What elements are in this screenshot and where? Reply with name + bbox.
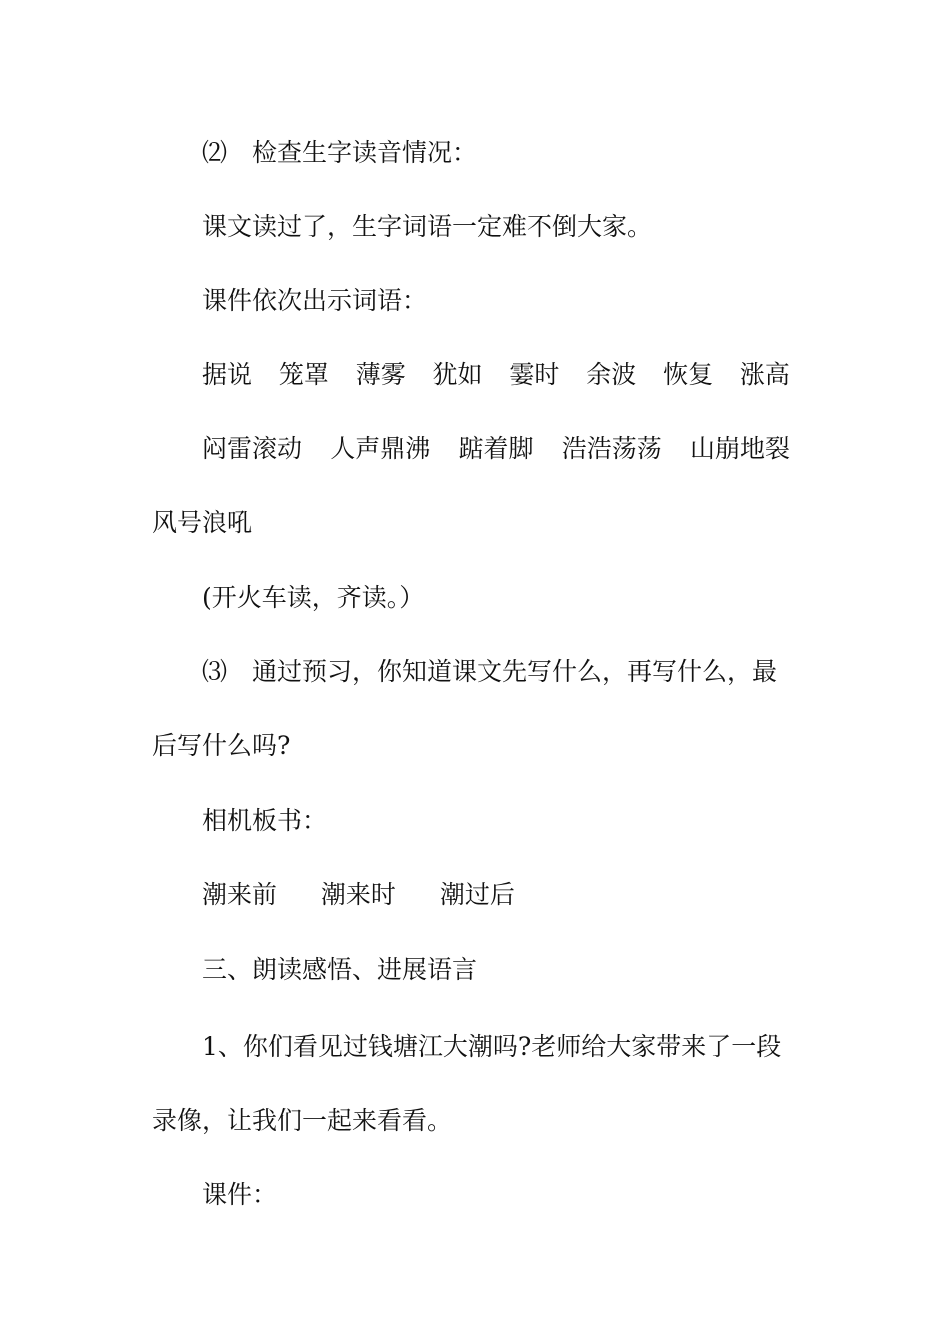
word-item: 人声鼎沸 [330,434,431,463]
word-item: 霎时 [509,360,560,389]
tide-stages-row [202,879,852,911]
word-item: 犹如 [432,360,483,389]
word-item: 据说 [202,360,253,389]
tide-stage: 潮来时 [320,880,396,909]
word-item: 闷雷滚动 [202,434,303,463]
word-item: 浩浩荡荡 [561,434,662,463]
word-item: 笼罩 [278,360,329,389]
word-item: 余波 [586,360,637,389]
word-item: 薄雾 [355,360,406,389]
preview-question-line-1: ⑶ 通过预习，你知道课文先写什么，再写什么，最 [202,657,778,686]
courseware-label: 课件： [202,1180,278,1209]
words-row-1 [202,359,790,391]
word-item: 恢复 [663,360,714,389]
tide-stage: 潮过后 [439,880,515,909]
read-text-paragraph: 课文读过了，生字词语一定难不倒大家。 [202,212,653,241]
word-item: 山崩地裂 [689,434,790,463]
video-intro-line-2: 录像，让我们一起来看看。 [152,1106,453,1135]
show-words-paragraph: 课件依次出示词语： [202,286,428,315]
word-item: 涨高 [739,360,790,389]
words-row-2-continued: 风号浪吼 [152,508,253,537]
tide-stage: 潮来前 [202,880,278,909]
words-row-2 [202,433,790,465]
check-pronunciation-heading: ⑵ 检查生字读音情况： [202,138,478,167]
word-item: 踮着脚 [458,434,534,463]
video-intro-line-1: 1、你们看见过钱塘江大潮吗?老师给大家带来了一段 [202,1032,782,1061]
blackboard-label: 相机板书： [202,806,328,835]
preview-question-line-2: 后写什么吗? [152,731,291,760]
section-three-heading: 三、朗读感悟、进展语言 [202,955,478,984]
train-reading-note: (开火车读，齐读。） [202,583,425,612]
